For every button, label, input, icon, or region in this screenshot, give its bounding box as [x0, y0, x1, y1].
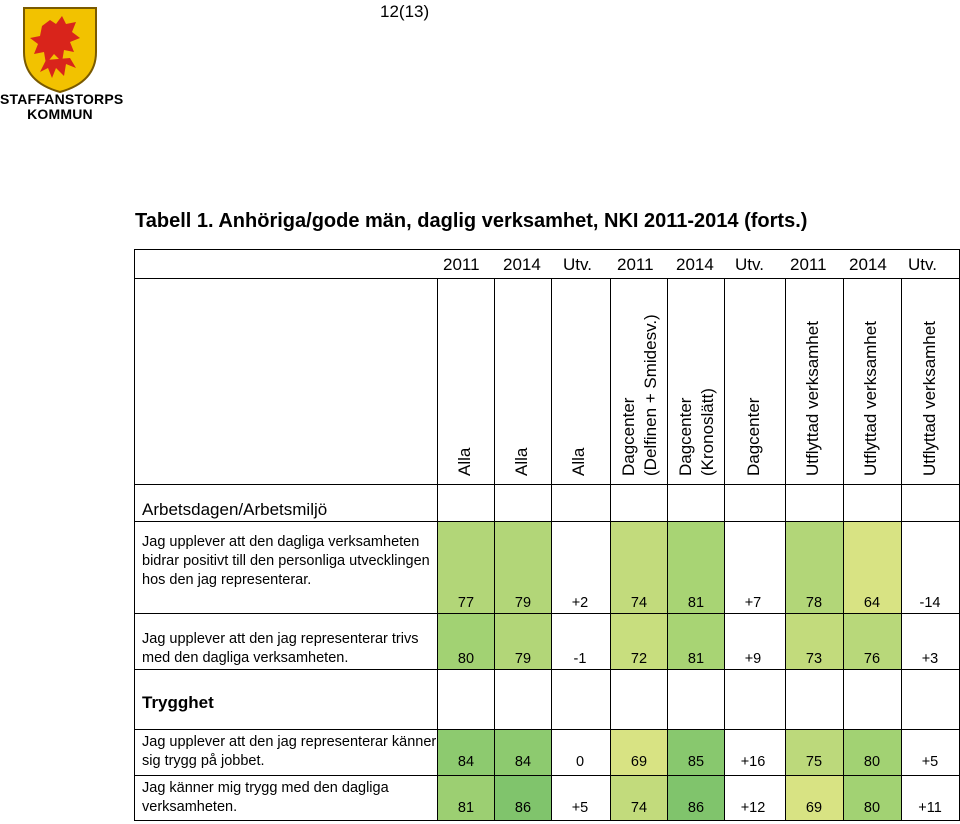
grid-line — [437, 278, 438, 820]
year-header: 2014 — [503, 255, 541, 274]
grid-line — [134, 484, 960, 485]
value-cell: 77 — [457, 595, 475, 611]
value-cell: 79 — [514, 651, 532, 667]
value-cell: 76 — [863, 651, 881, 667]
group-header: Dagcenter (Delfinen + Smidesv.) — [619, 314, 660, 476]
question-text: Jag känner mig trygg med den dagliga verksamheten. — [142, 780, 389, 815]
logo-wordmark — [0, 91, 124, 122]
value-cell: 64 — [863, 595, 881, 611]
year-header: Utv. — [735, 255, 764, 274]
group-header: Alla — [569, 447, 588, 476]
grid-line — [724, 278, 725, 820]
grid-line — [134, 669, 960, 670]
grid-line — [134, 613, 960, 614]
value-cell: +5 — [571, 800, 589, 816]
value-cell: +2 — [571, 595, 589, 611]
year-header: 2011 — [790, 255, 827, 274]
group-header: Dagcenter (Kronoslätt) — [676, 388, 717, 476]
grid-line — [843, 278, 844, 820]
year-header: Utv. — [563, 255, 592, 274]
group-header: Utflyttad verksamhet — [920, 321, 939, 476]
logo-line-1: STAFFANSTORPS — [0, 91, 124, 107]
value-cell: +3 — [921, 651, 939, 667]
value-cell: 86 — [514, 800, 532, 816]
group-header: Utflyttad verksamhet — [861, 321, 880, 476]
value-cell: 84 — [514, 754, 532, 770]
value-cell: 85 — [687, 754, 705, 770]
logo-line-2: KOMMUN — [27, 106, 93, 122]
grid-line — [785, 278, 786, 820]
group-header: Utflyttad verksamhet — [803, 321, 822, 476]
value-cell: 75 — [805, 754, 823, 770]
value-cell: -1 — [573, 651, 587, 667]
group-header: Alla — [512, 447, 531, 476]
grid-line — [134, 249, 135, 820]
value-cell: 80 — [457, 651, 475, 667]
value-cell: +12 — [740, 800, 766, 816]
grid-line — [134, 521, 960, 522]
value-cell: +9 — [744, 651, 762, 667]
section-heading: Trygghet — [142, 693, 214, 712]
year-header: Utv. — [908, 255, 937, 274]
value-cell: 0 — [575, 754, 585, 770]
value-cell: 69 — [630, 754, 648, 770]
value-cell: +11 — [918, 800, 942, 816]
value-cell: 73 — [805, 651, 823, 667]
grid-line — [494, 278, 495, 820]
value-cell: +16 — [740, 754, 766, 770]
value-cell: 72 — [630, 651, 648, 667]
page-number: 12(13) — [380, 2, 430, 21]
section-heading: Arbetsdagen/Arbetsmiljö — [142, 500, 328, 519]
question-text: Jag upplever att den jag representerar känner sig trygg på jobbet. — [142, 734, 437, 769]
grid-line — [901, 278, 902, 820]
question-text: Jag upplever att den jag representerar trivs med den dagliga verksamheten. — [142, 631, 419, 666]
grid-line — [610, 278, 611, 820]
value-cell: +5 — [921, 754, 939, 770]
year-header: 2011 — [443, 255, 480, 274]
grid-line — [134, 729, 960, 730]
value-cell: 74 — [630, 595, 648, 611]
value-cell: 86 — [687, 800, 705, 816]
value-cell: 81 — [687, 595, 705, 611]
grid-line — [134, 820, 960, 821]
table-title: Tabell 1. Anhöriga/gode män, daglig verksamhet, NKI 2011-2014 (forts.) — [135, 210, 808, 232]
value-cell: 81 — [457, 800, 475, 816]
year-header: 2011 — [617, 255, 654, 274]
year-header: 2014 — [676, 255, 714, 274]
year-header: 2014 — [849, 255, 887, 274]
group-header: Dagcenter — [744, 397, 763, 476]
value-cell: +7 — [744, 595, 762, 611]
value-cell: 69 — [805, 800, 823, 816]
value-cell: 79 — [514, 595, 532, 611]
value-cell: -14 — [919, 595, 941, 611]
value-cell: 78 — [805, 595, 823, 611]
value-cell: 74 — [630, 800, 648, 816]
group-header: Alla — [455, 447, 474, 476]
value-cell: 80 — [863, 754, 881, 770]
grid-line — [134, 278, 960, 279]
grid-line — [134, 249, 960, 250]
question-text: Jag upplever att den dagliga verksamheten bidrar positivt till den personliga utvecklingen hos den jag representerar. — [142, 534, 430, 588]
value-cell: 80 — [863, 800, 881, 816]
grid-line — [551, 278, 552, 820]
grid-line — [134, 775, 960, 776]
grid-line — [667, 278, 668, 820]
value-cell: 84 — [457, 754, 475, 770]
value-cell: 81 — [687, 651, 705, 667]
